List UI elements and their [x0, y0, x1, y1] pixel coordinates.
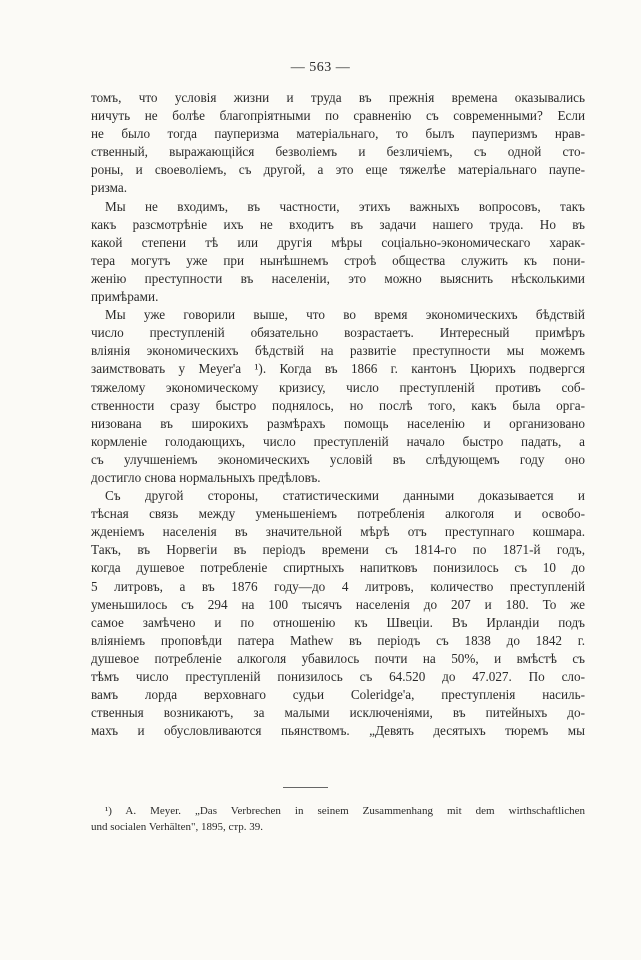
- paragraph: [91, 198, 585, 307]
- text-line: вліяніемъ проповѣди патера Mathew въ періодъ съ 1838 до 1842 г.: [91, 632, 585, 648]
- text-line: тера могутъ уже при нынѣшнемъ строѣ общества служить къ пони-: [91, 252, 585, 268]
- text-line: ничуть не болѣе благопріятными по сравненію съ современными? Если: [91, 108, 585, 124]
- text-line: уменьшилось съ 294 на 100 тысячъ населенія до 207 и 180. То же: [91, 596, 585, 612]
- text-line: съ улучшеніемъ экономическихъ условій въ слѣдующемъ году оно: [91, 451, 585, 467]
- text-line: томъ, что условія жизни и труда въ прежнія времена оказывались: [91, 90, 585, 105]
- text-line: примѣрами.: [91, 289, 159, 305]
- text-line: Такъ, въ Норвегіи въ періодъ времени съ 1814-го по 1871-й годъ,: [91, 542, 585, 558]
- paragraph: [91, 89, 585, 198]
- text-line: тѣмъ число преступленій понизилось съ 64.520 до 47.027. По сло-: [91, 669, 585, 684]
- footnote: [91, 803, 585, 835]
- text-line: махъ и обусловливаются пьянствомъ. „Девять десятыхъ тюремъ мы: [91, 723, 585, 739]
- text-line: ственныя возникаютъ, за малыми исключеніями, въ питейныхъ до-: [91, 705, 585, 721]
- text-line: тѣсная связь между уменьшеніемъ потребленія алкоголя и освобо-: [91, 506, 585, 522]
- text-line: тяжелому экономическому кризису, число преступленій противъ соб-: [91, 379, 585, 395]
- text-line: душевое потребленіе алкоголя убавилось почти на 50%, и вмѣстѣ съ: [91, 650, 585, 666]
- text-line: ственности сразу быстро поднялось, но послѣ того, какъ была орга-: [91, 397, 585, 413]
- text-line: низована въ широкихъ размѣрахъ помощь населенію и организовано: [91, 415, 585, 431]
- text-line: ризма.: [91, 180, 128, 196]
- body-text: [91, 89, 585, 740]
- text-line: 5 литровъ, а въ 1876 году—до 4 литровъ, количество преступленій: [91, 578, 585, 594]
- text-line: вамъ лорда верховнаго судьи Coleridge'а, преступленія насиль-: [91, 687, 585, 703]
- text-line: вліянія экономическихъ бѣдствій на развитіе преступности мы можемъ: [91, 343, 585, 359]
- text-line: роны, и своеволіемъ, съ другой, а это еще тяжелѣе матеріальнаго паупе-: [91, 162, 585, 178]
- text-line: жденіемъ населенія въ значительной мѣрѣ отъ преступнаго кошмара.: [91, 524, 585, 540]
- text-line: Мы уже говорили выше, что во время экономическихъ бѣдствій: [105, 307, 585, 323]
- text-line: Съ другой стороны, статистическими данными доказывается и: [105, 488, 585, 504]
- paragraph: [91, 306, 585, 487]
- text-line: какъ разсмотрѣніе ихъ не входитъ въ задачи нашего труда. Но въ: [91, 216, 585, 232]
- text-line: достигло снова нормальныхъ предѣловъ.: [91, 469, 321, 485]
- text-line: не было тогда пауперизма матеріальнаго, то былъ пауперизмъ нрав-: [91, 126, 585, 142]
- paragraph: [91, 487, 585, 740]
- text-line: женію преступности въ населеніи, это можно выяснить нѣсколькими: [91, 270, 585, 286]
- text-line: когда душевое потребленіе спиртныхъ напитковъ понизилось съ 10 до: [91, 560, 585, 576]
- text-line: ственный, выражающійся безволіемъ и безличіемъ, съ одной сто-: [91, 144, 585, 160]
- footnote-divider: [283, 787, 328, 788]
- page-number: — 563 —: [290, 60, 351, 75]
- text-line: число преступленій обязательно возрастаетъ. Интересный примѣръ: [91, 325, 585, 341]
- footnote-line: und socialen Verhälten", 1895, стр. 39.: [91, 821, 264, 833]
- text-line: заимствовать у Meyer'а ¹). Когда въ 1866 г. кантонъ Цюрихъ подвергся: [91, 361, 585, 377]
- text-line: кормленіе голодающихъ, число преступленій начало быстро падать, а: [91, 433, 585, 449]
- text-line: какой степени тѣ или другія мѣры соціально-экономическаго харак-: [91, 234, 585, 250]
- footnote-line: ¹) A. Meyer. „Das Verbrechen in seinem Zusammenhang mit dem wirthschaftlichen: [105, 805, 585, 817]
- text-line: Мы не входимъ, въ частности, этихъ важныхъ вопросовъ, такъ: [105, 198, 585, 214]
- text-line: самое замѣчено и по отношенію къ Швеціи. Въ Ирландіи подъ: [91, 614, 585, 630]
